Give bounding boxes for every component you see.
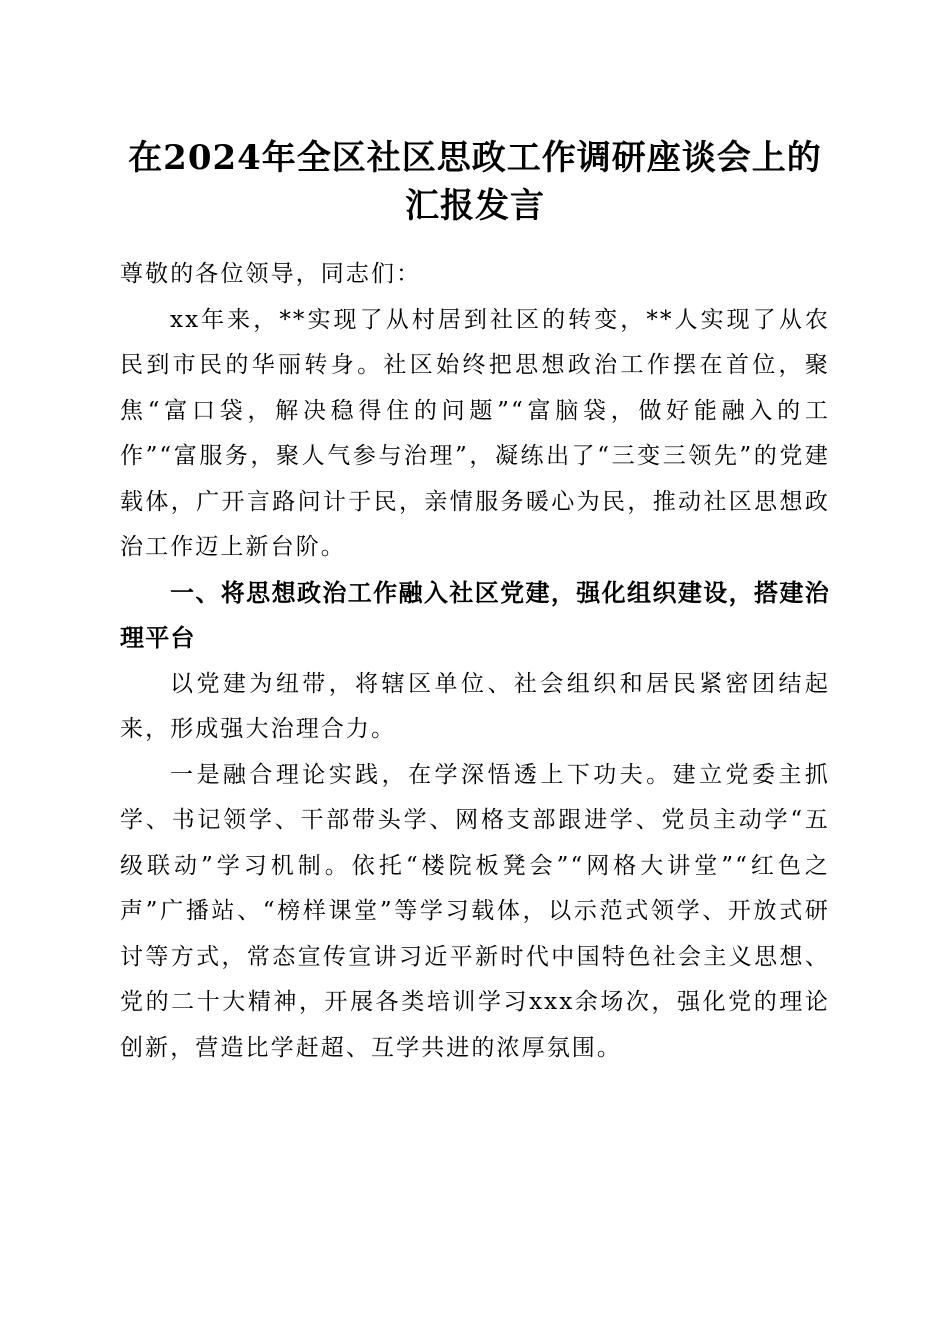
document-title (110, 134, 840, 230)
item-1-lead: 一是融合理论实践，在学深悟透上下功夫。 (170, 761, 673, 788)
item-1-paragraph (120, 753, 830, 1072)
document-body (120, 252, 830, 1071)
salutation: 尊敬的各位领导，同志们： (120, 261, 422, 287)
section-1-heading: 一、将思想政治工作融入社区党建，强化组织建设，搭建治理平台 (120, 578, 830, 652)
intro-paragraph: xx年来，**实现了从村居到社区的转变，**人实现了从农民到市民的华丽转身。社区始终把思想政治工作摆在首位，聚焦“富口袋，解决稳得住的问题”“富脑袋，做好能融入的工作”“富服务，聚人气参与治理”，凝练出了“三变三领先”的党建载体，广开言路问计于民，亲情服务暖心为民，推动社区思想政治工作迈上新台阶。 (120, 306, 830, 560)
title-line-1: 在2024年全区社区思政工作调研座谈会上的 (128, 138, 822, 178)
section-1-intro: 以党建为纽带，将辖区单位、社会组织和居民紧密团结起来，形成强大治理合力。 (120, 670, 830, 742)
item-1-body: 建立党委主抓学、书记领学、干部带头学、网格支部跟进学、党员主动学“五级联动”学习机制。依托“楼院板凳会”“网格大讲堂”“红色之声”广播站、“榜样课堂”等学习载体，以示范式领学、开放式研讨等方式，常态宣传宣讲习近平新时代中国特色社会主义思想、党的二十大精神，开展各类培训学习xxx余场次，强化党的理论创新，营造比学赶超、互学共进的浓厚氛围。 (120, 761, 830, 1061)
title-line-2: 汇报发言 (405, 186, 545, 226)
